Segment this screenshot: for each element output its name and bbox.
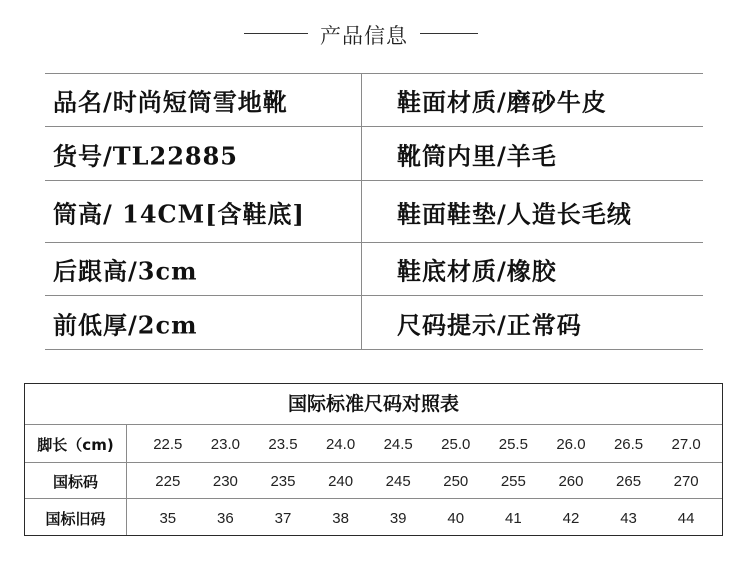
size-cell: 230 xyxy=(212,472,238,490)
size-cell: 40 xyxy=(447,509,465,527)
size-cell: 270 xyxy=(673,472,699,490)
size-row-values xyxy=(139,425,715,463)
info-cell-lining: 靴筒内里/羊毛 xyxy=(397,141,557,170)
column-divider xyxy=(361,243,362,295)
column-divider xyxy=(361,181,362,242)
info-row xyxy=(45,180,703,242)
column-divider xyxy=(361,74,362,126)
size-cell: 25.5 xyxy=(498,435,528,453)
size-row-values xyxy=(139,499,715,537)
size-cell: 35 xyxy=(159,509,177,527)
info-cell-shaft-height: 筒高/ 14CM[含鞋底] xyxy=(53,199,305,228)
size-cell: 23.5 xyxy=(268,435,298,453)
size-cell: 26.0 xyxy=(556,435,586,453)
size-cell: 24.5 xyxy=(383,435,413,453)
size-row-national-standard xyxy=(25,462,722,499)
column-divider xyxy=(361,127,362,180)
size-cell: 37 xyxy=(274,509,292,527)
size-cell: 260 xyxy=(558,472,584,490)
size-cell: 36 xyxy=(217,509,234,527)
size-cell: 26.5 xyxy=(613,435,644,453)
size-row-label: 国标码 xyxy=(52,472,98,491)
info-cell-forefoot-thickness: 前低厚/2cm xyxy=(53,310,198,339)
info-cell-name: 品名/时尚短筒雪地靴 xyxy=(53,87,288,117)
size-cell: 265 xyxy=(616,472,642,490)
info-cell-insole: 鞋面鞋垫/人造长毛绒 xyxy=(397,199,632,228)
header-rule-right xyxy=(420,33,478,34)
size-chart-title: 国际标准尺码对照表 xyxy=(287,393,459,415)
size-cell: 27.0 xyxy=(671,435,701,453)
size-cell: 255 xyxy=(500,472,526,490)
size-cell: 22.5 xyxy=(153,435,183,453)
size-cell: 39 xyxy=(389,509,407,527)
size-cell: 235 xyxy=(270,472,296,490)
info-cell-item-number: 货号/TL22885 xyxy=(53,141,238,170)
header-rule-left xyxy=(244,33,308,34)
size-cell: 44 xyxy=(677,509,695,527)
size-row-label: 国标旧码 xyxy=(45,509,106,528)
size-cell: 25.0 xyxy=(441,435,471,453)
size-row-label: 脚长（cm) xyxy=(37,435,114,454)
size-cell: 38 xyxy=(332,509,349,527)
section-header xyxy=(0,18,750,50)
page-title: 产品信息 xyxy=(320,24,408,48)
size-row-foot-length xyxy=(25,424,722,463)
size-row-values xyxy=(139,463,715,499)
info-cell-sole-material: 鞋底材质/橡胶 xyxy=(397,256,557,286)
info-row xyxy=(45,73,703,126)
info-row xyxy=(45,126,703,180)
info-cell-heel-height: 后跟高/3cm xyxy=(53,256,198,286)
size-cell: 24.0 xyxy=(325,435,356,453)
size-cell: 245 xyxy=(385,472,411,490)
product-info-table xyxy=(45,73,703,350)
info-row xyxy=(45,242,703,295)
size-cell: 41 xyxy=(505,509,522,527)
column-divider xyxy=(361,296,362,349)
size-row-old-standard xyxy=(25,498,722,537)
size-cell: 42 xyxy=(562,509,580,527)
size-cell: 250 xyxy=(443,472,469,490)
size-cell: 23.0 xyxy=(210,435,240,453)
size-cell: 225 xyxy=(155,472,181,490)
info-cell-size-tip: 尺码提示/正常码 xyxy=(397,310,582,339)
info-row xyxy=(45,295,703,350)
size-cell: 43 xyxy=(620,509,637,527)
size-chart xyxy=(24,383,723,536)
size-cell: 240 xyxy=(328,472,354,490)
info-cell-upper-material: 鞋面材质/磨砂牛皮 xyxy=(397,87,607,117)
